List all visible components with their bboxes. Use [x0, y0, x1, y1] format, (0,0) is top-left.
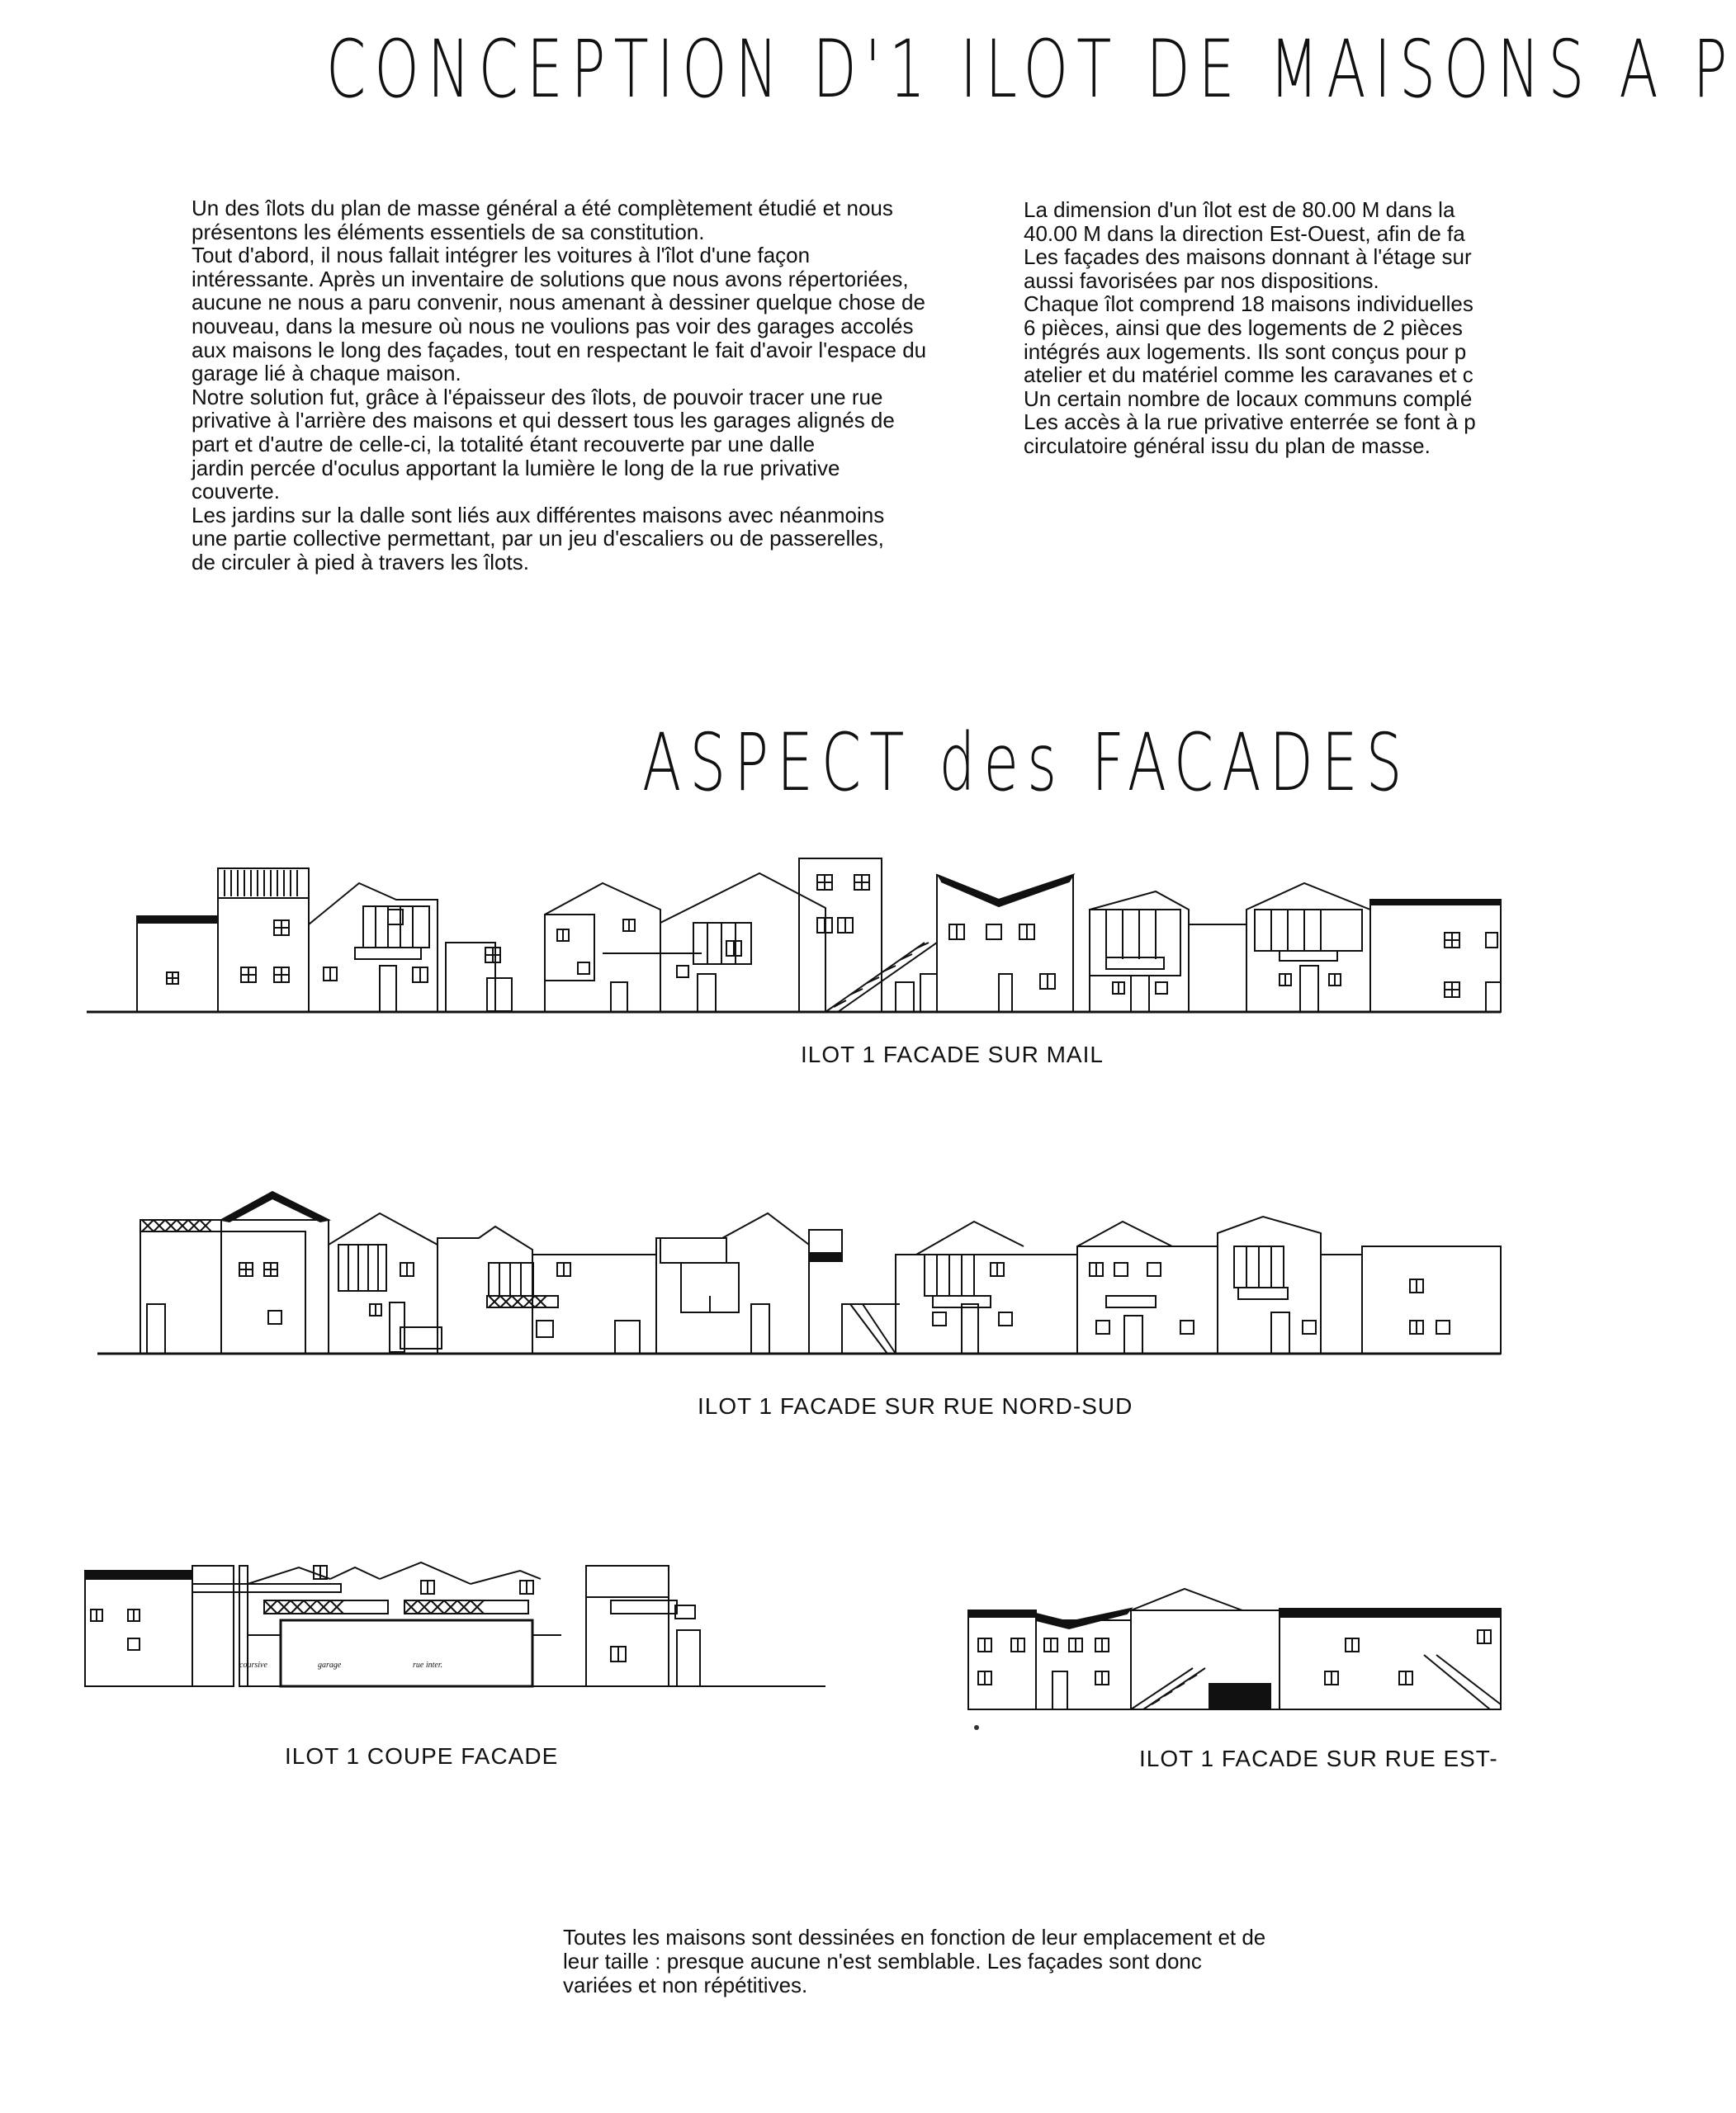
- intro-line: part et d'autre de celle-ci, la totalité étant recouverte par une dalle: [192, 431, 816, 456]
- intro-line: privative à l'arrière des maisons et qui dessert tous les garages alignés de: [192, 408, 895, 433]
- footer-line: Toutes les maisons sont dessinées en fonction de leur emplacement et de: [563, 1925, 1266, 1950]
- intro-line: Chaque îlot comprend 18 maisons individuelles: [1024, 291, 1473, 317]
- intro-line: 40.00 M dans la direction Est-Ouest, afin de fa: [1024, 220, 1465, 246]
- intro-line: Les accès à la rue privative enterrée se font à p: [1024, 409, 1476, 435]
- caption-facade-est: ILOT 1 FACADE SUR RUE EST-: [1139, 1746, 1498, 1771]
- caption-coupe-facade: ILOT 1 COUPE FACADE: [285, 1743, 559, 1769]
- elevation-facade-est: [962, 1581, 1501, 1729]
- intro-line: Notre solution fut, grâce à l'épaisseur des îlots, de pouvoir tracer une rue: [192, 384, 883, 409]
- intro-line: jardin percée d'oculus apportant la lumière le long de la rue privative: [192, 455, 840, 480]
- footer-line: leur taille : presque aucune n'est semblable. Les façades sont donc: [563, 1949, 1202, 1974]
- intro-line: aussi favorisées par nos dispositions.: [1024, 267, 1379, 293]
- caption-facade-nord-sud: ILOT 1 FACADE SUR RUE NORD-SUD: [698, 1393, 1133, 1419]
- intro-line: nouveau, dans la mesure où nous ne voulions pas voir des garages accolés: [192, 313, 914, 338]
- intro-line: une partie collective permettant, par un jeu d'escaliers ou de passerelles,: [192, 526, 884, 551]
- label-garage: garage: [318, 1661, 342, 1670]
- intro-line: garage lié à chaque maison.: [192, 361, 461, 386]
- intro-line: aucune ne nous a paru convenir, nous amenant à dessiner quelque chose de: [192, 290, 925, 315]
- intro-line: 6 pièces, ainsi que des logements de 2 pièces: [1024, 314, 1463, 340]
- intro-line: La dimension d'un îlot est de 80.00 M dans la: [1024, 197, 1455, 222]
- intro-line: Les jardins sur la dalle sont liés aux différentes maisons avec néanmoins: [192, 502, 885, 527]
- footer-note: [563, 1926, 1322, 1997]
- page-title: CONCEPTION D'1 ILOT DE MAISONS A P: [326, 23, 1736, 116]
- intro-right-column: [1024, 198, 1501, 458]
- label-rue-inter: rue inter.: [413, 1661, 443, 1670]
- intro-line: aux maisons le long des façades, tout en respectant le fait d'avoir l'espace du: [192, 337, 927, 362]
- intro-line: Tout d'abord, il nous fallait intégrer les voitures à l'îlot d'une façon: [192, 243, 811, 268]
- footer-line: variées et non répétitives.: [563, 1973, 808, 1997]
- intro-line: couverte.: [192, 479, 280, 504]
- elevation-facade-nord-sud: [83, 1180, 1501, 1370]
- intro-line: intéressante. Après un inventaire de solutions que nous avons répertoriées,: [192, 266, 909, 291]
- intro-line: Un des îlots du plan de masse général a été complètement étudié et nous: [192, 196, 893, 220]
- intro-left-column: [192, 196, 976, 574]
- intro-line: intégrés aux logements. Ils sont conçus pour p: [1024, 338, 1467, 364]
- intro-line: Les façades des maisons donnant à l'étage sur: [1024, 244, 1472, 270]
- label-coursive: coursive: [239, 1661, 267, 1670]
- scan-speck: [974, 1725, 979, 1730]
- intro-line: de circuler à pied à travers les îlots.: [192, 549, 529, 574]
- intro-line: présentons les éléments essentiels de sa constitution.: [192, 219, 705, 244]
- intro-line: atelier et du matériel comme les caravanes et c: [1024, 362, 1473, 388]
- intro-line: Un certain nombre de locaux communs complé: [1024, 385, 1473, 411]
- elevation-facade-mail: [83, 850, 1501, 1040]
- caption-facade-mail: ILOT 1 FACADE SUR MAIL: [801, 1042, 1104, 1067]
- intro-line: circulatoire général issu du plan de masse.: [1024, 433, 1431, 458]
- section-title: ASPECT des FACADES: [642, 716, 1411, 809]
- section-coupe-facade: [83, 1556, 825, 1704]
